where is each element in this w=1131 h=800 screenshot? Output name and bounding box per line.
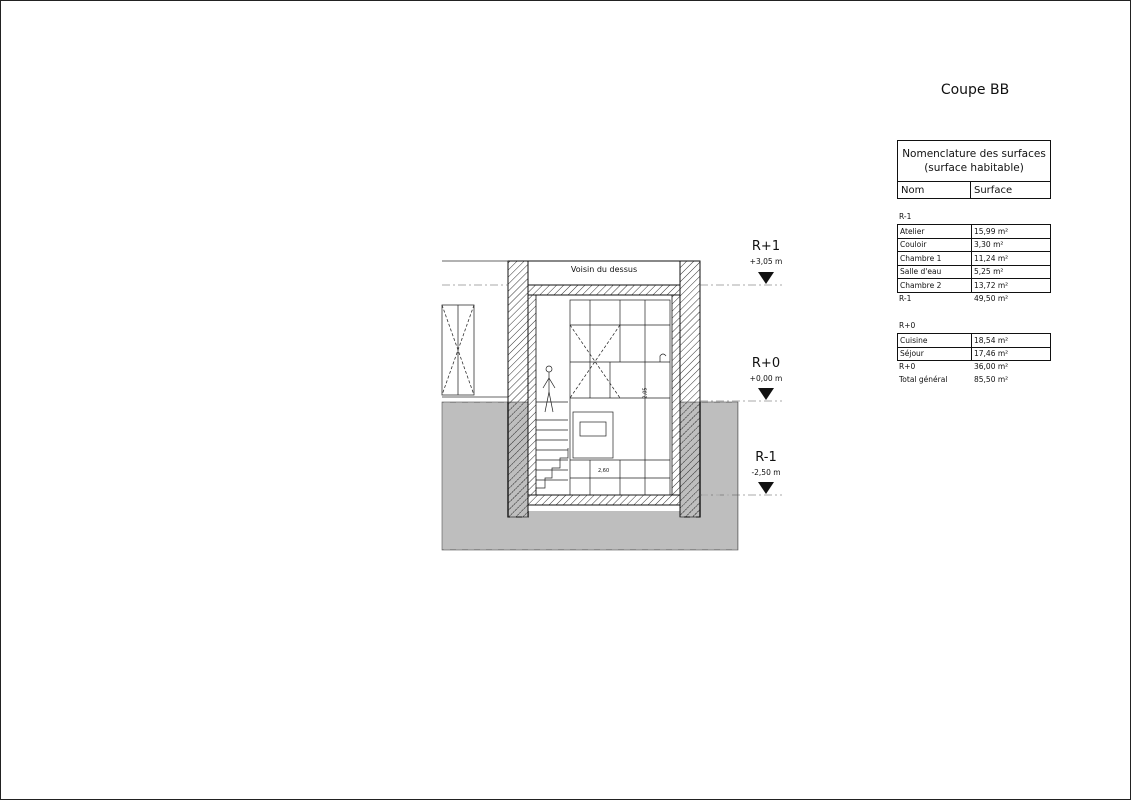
- row-area: 11,24 m²: [974, 253, 1009, 263]
- level-name-r0: R+0: [751, 356, 781, 371]
- schedule-caption-line2: (surface habitable): [924, 162, 1024, 174]
- level-marker-r0-icon: [758, 388, 774, 400]
- row-name: Chambre 1: [898, 252, 972, 265]
- subtotal-label: R-1: [899, 294, 912, 303]
- column-header-name: Nom: [898, 182, 971, 198]
- row-name: Chambre 2: [898, 279, 972, 292]
- left-facade: [442, 261, 508, 397]
- grand-total-value: 85,50 m²: [974, 375, 1009, 384]
- row-name: Salle d'eau: [898, 266, 972, 279]
- level-elevation-r0: +0,00 m: [749, 374, 783, 383]
- column-header-area: Surface: [974, 184, 1013, 196]
- row-area: 18,54 m²: [974, 335, 1009, 345]
- level-elevation-r1: +3,05 m: [749, 257, 783, 266]
- row-area: 3,30 m²: [974, 240, 1004, 250]
- dimension-height: 2,05: [642, 387, 649, 399]
- level-marker-r1-icon: [758, 272, 774, 284]
- group-label-r-1: R-1: [899, 212, 912, 221]
- level-marker-r-1-icon: [758, 482, 774, 494]
- row-area: 17,46 m²: [974, 349, 1009, 359]
- sheet-title: Coupe BB: [940, 82, 1010, 98]
- schedule-caption-line1: Nomenclature des surfaces: [902, 148, 1046, 160]
- row-name: Séjour: [898, 348, 972, 361]
- subtotal-value: 49,50 m²: [974, 294, 1009, 303]
- level-elevation-r-1: -2,50 m: [751, 468, 781, 477]
- dimension-width: 2,60: [598, 468, 610, 474]
- neighbor-label: Voisin du dessus: [570, 265, 638, 274]
- group-label-r0: R+0: [899, 321, 916, 330]
- row-area: 5,25 m²: [974, 267, 1004, 277]
- grand-total-label: Total général: [899, 375, 948, 384]
- level-name-r-1: R-1: [755, 450, 777, 465]
- level-name-r1: R+1: [751, 239, 781, 254]
- subtotal-label: R+0: [899, 362, 916, 371]
- row-name: Atelier: [898, 225, 972, 238]
- row-name: Couloir: [898, 239, 972, 252]
- row-name: Cuisine: [898, 334, 972, 347]
- row-area: 13,72 m²: [974, 280, 1009, 290]
- row-area: 15,99 m²: [974, 226, 1009, 236]
- subtotal-value: 36,00 m²: [974, 362, 1009, 371]
